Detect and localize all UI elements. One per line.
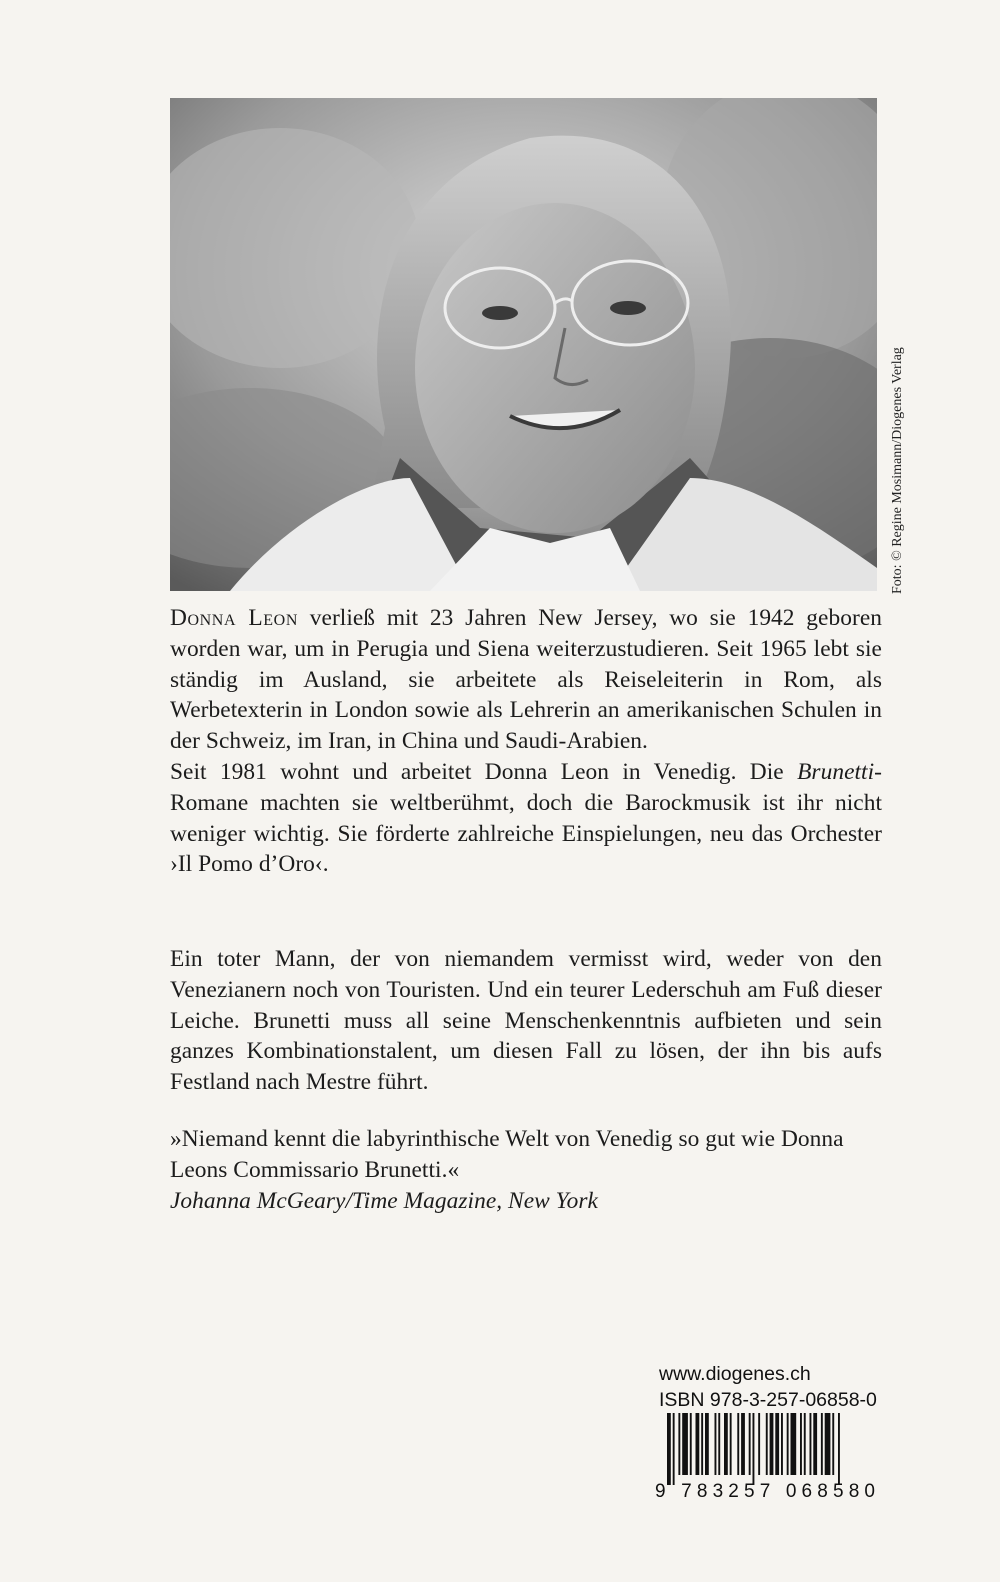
- barcode-digits: 9 783257 068580: [655, 1481, 875, 1500]
- barcode-bar: [724, 1413, 728, 1475]
- barcode-bar: [682, 1413, 688, 1475]
- series-name: Brunetti: [797, 758, 875, 785]
- barcode-image: [653, 1413, 878, 1500]
- book-summary: [170, 944, 882, 1098]
- barcode-bar: [741, 1413, 745, 1475]
- bio-paragraph-1-text: verließ mit 23 Jahren New Jersey, wo sie 1942 geboren worden war, um in Perugia und Siena weiterzustudieren. Seit 1965 lebt sie ständig im Ausland, sie arbeitete als Reiseleiterin in Rom, als Werbetexterin in London sowie als Lehrerin an amerikanischen Schulen in der Schweiz, im Iran, in China und Saudi-Arabien.: [170, 605, 882, 755]
- photo-credit: Foto: © Regine Mosimann/Diogenes Verlag: [890, 347, 905, 594]
- barcode-bar: [832, 1413, 834, 1475]
- barcode-bar: [690, 1413, 692, 1475]
- barcode-bar: [701, 1413, 703, 1475]
- barcode-bar: [673, 1413, 675, 1485]
- barcode-bar: [810, 1413, 812, 1475]
- press-quote: [170, 1124, 882, 1216]
- publisher-website: www.diogenes.ch: [659, 1363, 811, 1385]
- bio-paragraph-2-start: Seit 1981 wohnt und arbeitet Donna Leon in Venedig. Die: [170, 758, 784, 785]
- barcode-bar: [715, 1413, 717, 1475]
- barcode-bar: [749, 1413, 751, 1475]
- barcode-bar: [737, 1413, 739, 1475]
- barcode-bar: [766, 1413, 768, 1475]
- barcode-bar: [678, 1413, 680, 1475]
- barcode-bar: [800, 1413, 802, 1475]
- barcode-bar: [804, 1413, 806, 1475]
- barcode-bar: [781, 1413, 783, 1475]
- barcode-bar: [770, 1413, 774, 1475]
- barcode-bar: [696, 1413, 700, 1475]
- author-photo: [170, 98, 877, 591]
- barcode-bar: [775, 1413, 779, 1475]
- summary-text: Ein toter Mann, der von niemandem vermisst wird, weder von den Venezianern noch von Touristen. Und ein teurer Lederschuh am Fuß dieser Leiche. Brunetti muss all seine Menschenkenntnis aufbieten und sein ganzes Kombinationstalent, um diesen Fall zu lösen, der ihn bis aufs Festland nach Mestre führt.: [170, 946, 882, 1096]
- barcode-bar: [787, 1413, 789, 1475]
- barcode-bar: [753, 1413, 755, 1485]
- bio-paragraph-2-rest: -Romane machten sie weltberühmt, doch die Barockmusik ist ihr nicht weniger wichtig. Sie förderte zahlreiche Einspielungen, neu das Orchester ›Il Pomo d’Oro‹.: [170, 758, 882, 878]
- isbn-number: ISBN 978-3-257-06858-0: [659, 1389, 877, 1411]
- author-name: Donna Leon: [170, 605, 298, 631]
- author-bio: [170, 603, 882, 880]
- barcode-bar: [667, 1413, 671, 1485]
- barcode-bar: [813, 1413, 817, 1475]
- barcode-bar: [791, 1413, 797, 1475]
- barcode-bar: [821, 1413, 823, 1475]
- barcode-bar: [718, 1413, 720, 1475]
- author-portrait-image: [170, 98, 877, 591]
- bio-paragraph-1: [170, 603, 882, 757]
- quote-text: »Niemand kennt die labyrinthische Welt von Venedig so gut wie Donna Leons Commissario Brunetti.«: [170, 1126, 844, 1183]
- barcode-bar: [825, 1413, 831, 1475]
- barcode-bar: [730, 1413, 732, 1475]
- barcode-bar: [758, 1413, 760, 1475]
- barcode-bar: [838, 1413, 840, 1485]
- quote-attribution: Johanna McGeary/Time Magazine, New York: [170, 1187, 598, 1214]
- barcode-bar: [705, 1413, 709, 1475]
- bio-paragraph-2: [170, 757, 882, 880]
- barcode: [653, 1413, 878, 1500]
